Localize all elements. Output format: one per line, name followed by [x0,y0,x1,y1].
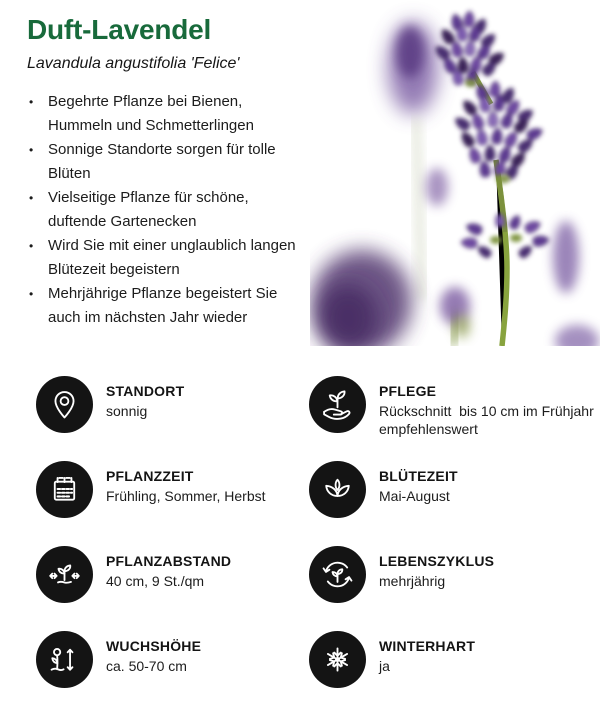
feature-text [106,376,184,420]
life-cycle-icon [309,546,366,603]
feature-label: STANDORT [106,383,185,399]
lavender-photo-illustration [310,0,600,346]
feature-text [106,546,231,590]
feature-lebenszyklus [309,546,594,631]
feature-label: PFLANZZEIT [106,468,194,484]
hand-plant-icon [309,376,366,433]
feature-value: Mai-August [379,488,450,504]
page-title: Duft-Lavendel [27,14,212,45]
feature-label: WUCHSHÖHE [106,638,202,654]
feature-value: Frühling, Sommer, Herbst [106,488,266,504]
plant-spacing-icon [36,546,93,603]
feature-text [379,376,598,438]
feature-label: PFLANZABSTAND [106,553,232,569]
lavender-photo [310,0,600,346]
list-item: • Mehrjährige Pflanze begeistert Sie auch im nächsten Jahr wieder [27,282,305,330]
feature-value: ja [379,658,390,674]
feature-text [106,461,266,505]
feature-standort [36,376,309,461]
feature-winterhart [309,631,594,716]
feature-text [106,631,201,675]
feature-wuchshoehe [36,631,309,716]
feature-label: LEBENSZYKLUS [379,553,495,569]
feature-value: mehrjährig [379,573,446,589]
feature-text [379,546,494,590]
feature-value: ca. 50-70 cm [106,658,187,674]
list-item: • Begehrte Pflanze bei Bienen, Hummeln und Schmetterlingen [27,90,305,138]
feature-text [379,461,458,505]
flower-icon [309,461,366,518]
list-item: • Vielseitige Pflanze für schöne, duftende Gartenecken [27,186,305,234]
feature-value: 40 cm, 9 St./qm [106,573,205,589]
feature-label: BLÜTEZEIT [379,468,458,484]
feature-label: PFLEGE [379,383,437,399]
feature-value: Rückschnitt bis 10 cm im Frühjahr empfehlenswert [379,403,598,437]
snowflake-icon [309,631,366,688]
growth-height-icon [36,631,93,688]
feature-pflanzabstand [36,546,309,631]
feature-pflege [309,376,598,461]
botanical-name: Lavandula angustifolia 'Felice' [27,55,240,72]
list-item: • Wird Sie mit einer unglaublich langen Blütezeit begeistern [27,234,305,282]
feature-label: WINTERHART [379,638,476,654]
list-item: • Sonnige Standorte sorgen für tolle Blüten [27,138,305,186]
header [27,14,337,73]
feature-bluetezeit [309,461,594,546]
location-pin-icon [36,376,93,433]
feature-value: sonnig [106,403,148,419]
calendar-icon [36,461,93,518]
feature-grid [36,376,598,716]
bullet-list [27,90,305,330]
feature-text [379,631,475,675]
feature-pflanzzeit [36,461,309,546]
